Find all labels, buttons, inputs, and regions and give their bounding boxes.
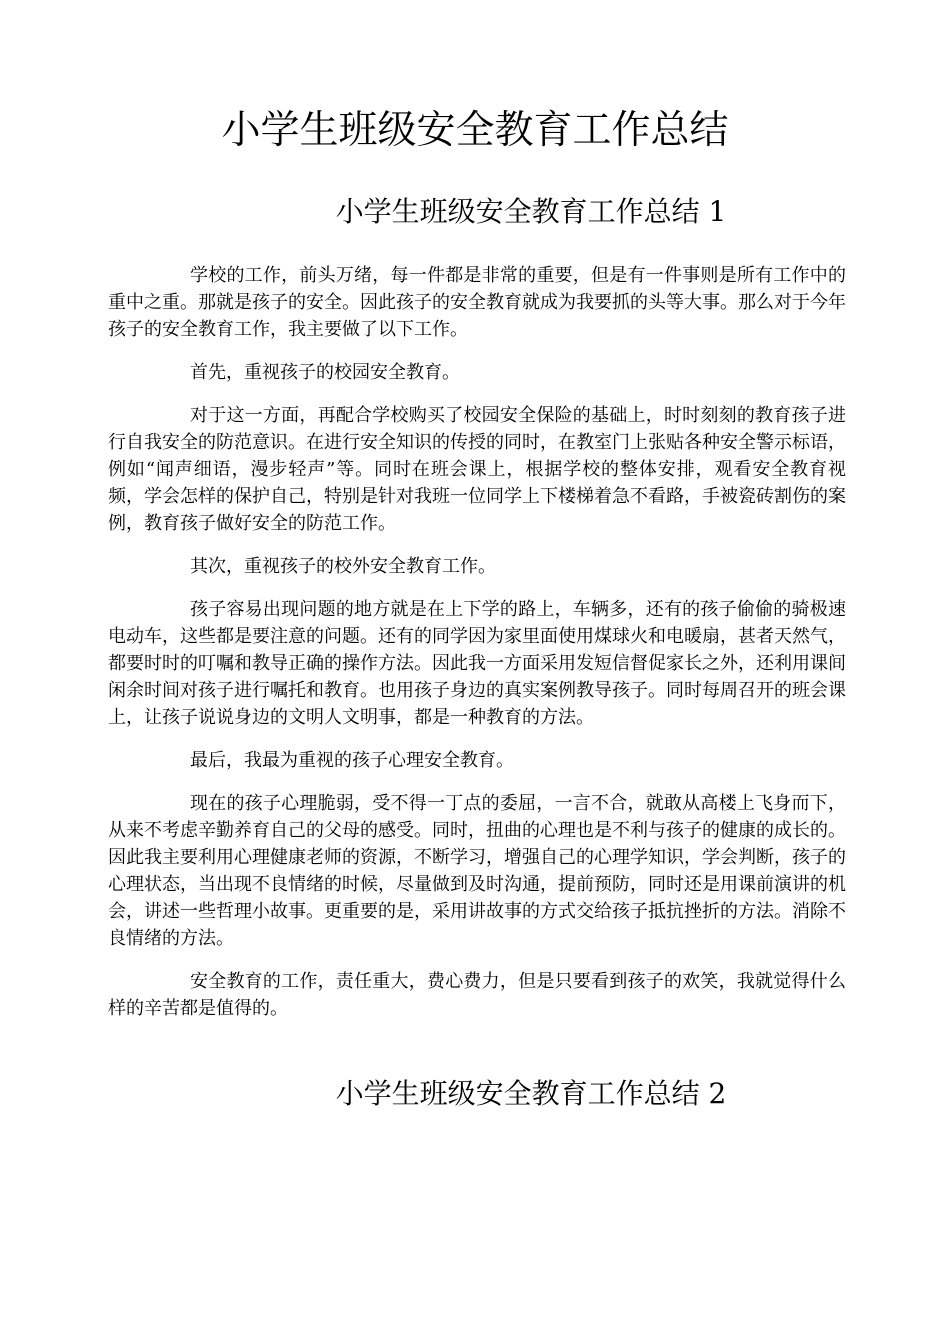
document-title: 小学生班级安全教育工作总结 [221, 108, 729, 153]
paragraph-7: 现在的孩子心理脆弱，受不得一丁点的委屈，一言不合，就敢从高楼上飞身而下，从来不考虑辛勤养育自己的父母的感受。同时，扭曲的心理也是不利与孩子的健康的成长的。因此我主要利用心理健康老师的资源，不断学习，增强自己的心理学知识，学会判断，孩子的心理状态，当出现不良情绪的时候，尽量做到及时沟通，提前预防，同时还是用课前演讲的机会，讲述一些哲理小故事。更重要的是，采用讲故事的方式交给孩子抵抗挫折的方法。消除不良情绪的方法。 [108, 793, 846, 949]
paragraph-2: 首先，重视孩子的校园安全教育。 [190, 362, 460, 383]
paragraph-3: 对于这一方面，再配合学校购买了校园安全保险的基础上，时时刻刻的教育孩子进行自我安全的防范意识。在进行安全知识的传授的同时，在教室门上张贴各种安全警示标语，例如“闻声细语，漫步轻声”等。同时在班会课上，根据学校的整体安排，观看安全教育视频，学会怎样的保护自己，特别是针对我班一位同学上下楼梯着急不看路，手被瓷砖割伤的案例，教育孩子做好安全的防范工作。 [108, 405, 846, 534]
paragraph-8: 安全教育的工作，责任重大，费心费力，但是只要看到孩子的欢笑，我就觉得什么样的辛苦都是值得的。 [108, 971, 846, 1019]
paragraph-5: 孩子容易出现问题的地方就是在上下学的路上，车辆多，还有的孩子偷偷的骑极速电动车，这些都是要注意的问题。还有的同学因为家里面使用煤球火和电暖扇，甚者天然气，都要时时的叮嘱和教导正确的操作方法。因此我一方面采用发短信督促家长之外，还利用课间闲余时间对孩子进行嘱托和教育。也用孩子身边的真实案例教导孩子。同时每周召开的班会课上，让孩子说说身边的文明人文明事，都是一种教育的方法。 [108, 599, 846, 728]
section-heading-2: 小学生班级安全教育工作总结 2 [335, 1077, 727, 1110]
section-heading-1: 小学生班级安全教育工作总结 1 [335, 195, 727, 228]
paragraph-4: 其次，重视孩子的校外安全教育工作。 [190, 556, 496, 577]
section-1-body [108, 262, 846, 1038]
paragraph-6: 最后，我最为重视的孩子心理安全教育。 [190, 750, 514, 771]
paragraph-1: 学校的工作，前头万绪，每一件都是非常的重要，但是有一件事则是所有工作中的重中之重。那就是孩子的安全。因此孩子的安全教育就成为我要抓的头等大事。那么对于今年孩子的安全教育工作，我主要做了以下工作。 [108, 265, 846, 340]
